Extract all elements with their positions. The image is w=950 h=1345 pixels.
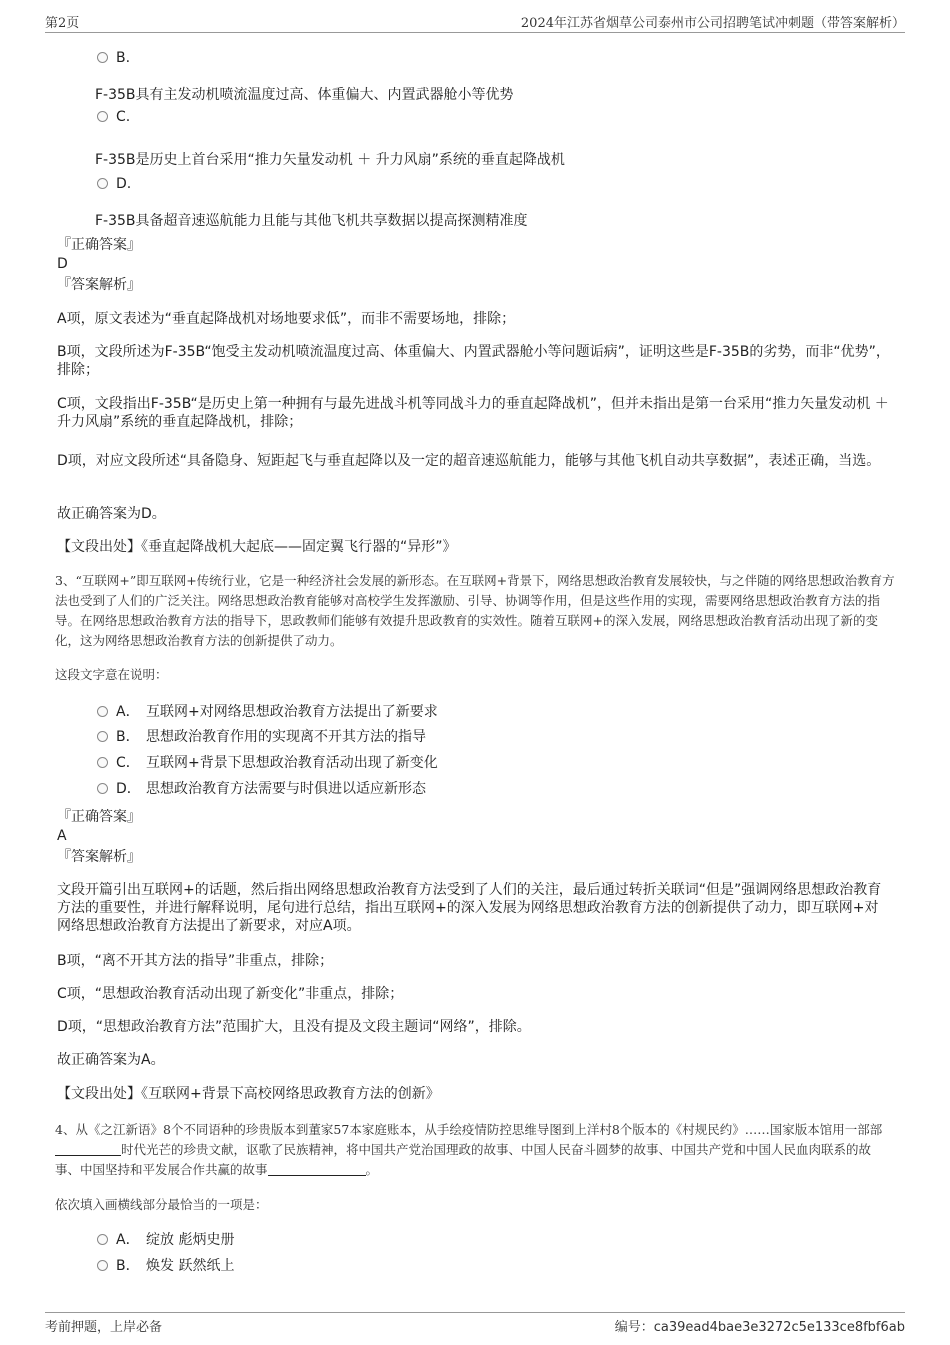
analysis-conclusion: 故正确答案为D。 — [57, 506, 166, 522]
q3-option-c[interactable]: C． 互联网+背景下思想政治教育活动出现了新变化 — [97, 754, 438, 772]
analysis-paragraph: A项，原文表述为“垂直起降战机对场地要求低”，而非不需要场地，排除； — [57, 311, 516, 327]
q2-option-b[interactable]: B. — [97, 49, 146, 67]
source-citation: 【文段出处】《互联网+背景下高校网络思政教育方法的创新》 — [57, 1086, 440, 1102]
page-footer — [45, 1312, 905, 1335]
analysis-paragraph: C项，“思想政治教育活动出现了新变化”非重点，排除； — [57, 986, 404, 1002]
answer-label: 『正确答案』 — [57, 237, 141, 253]
q2-option-d-text: F-35B具备超音速巡航能力且能与其他飞机共享数据以提高探测精准度 — [95, 213, 528, 229]
q4-option-a[interactable]: A． 绽放 彪炳史册 — [97, 1231, 234, 1249]
question-stem: 4、从《之江新语》8个不同语种的珍贵版本到董家57本家庭账本，从手绘疫情防控思维导图到上洋村8个版本的《村规民约》……国家版本馆用一部部时代光芒的珍贵文献，讴歌了民族精神，将中国共产党治国理政的故事、中国人民奋斗圆梦的故事、中国共产党和中国人民血肉联系的故事、中国坚持和平发展合作共赢的故事 。 — [55, 1122, 883, 1177]
radio-icon[interactable] — [97, 757, 108, 768]
analysis-paragraph: D项，“思想政治教育方法”范围扩大，且没有提及文段主题词“网络”，排除。 — [57, 1019, 531, 1035]
radio-icon[interactable] — [97, 783, 108, 794]
question-prompt: 这段文字意在说明： — [55, 667, 168, 682]
q2-option-c-text: F-35B是历史上首台采用“推力矢量发动机 ＋ 升力风扇”系统的垂直起降战机 — [95, 152, 565, 168]
q3-option-d[interactable]: D． 思想政治教育方法需要与时俱进以适应新形态 — [97, 780, 426, 798]
document-title: 2024年江苏省烟草公司泰州市公司招聘笔试冲刺题（带答案解析） — [520, 16, 905, 31]
analysis-paragraph: 文段开篇引出互联网+的话题，然后指出网络思想政治教育方法受到了人们的关注，最后通过转折关联词“但是”强调网络思想政治教育方法的重要性，并进行解释说明，尾句进行总结，指出互联网+的深入发展为网络思想政治教育方法的创新提供了动力，即互联网+对网络思想政治教育方法提出了新要求，对应A项。 — [57, 882, 882, 934]
radio-icon[interactable] — [97, 178, 108, 189]
q2-option-d[interactable]: D. — [97, 175, 146, 193]
radio-icon[interactable] — [97, 731, 108, 742]
q4-option-b[interactable]: B． 焕发 跃然纸上 — [97, 1257, 234, 1275]
radio-icon[interactable] — [97, 111, 108, 122]
page-number: 第2页 — [45, 16, 80, 31]
fill-blank-1[interactable] — [55, 1141, 121, 1156]
radio-icon[interactable] — [97, 1234, 108, 1245]
answer-value: D — [57, 256, 68, 272]
radio-icon[interactable] — [97, 706, 108, 717]
q3-option-b[interactable]: B． 思想政治教育作用的实现离不开其方法的指导 — [97, 728, 426, 746]
analysis-paragraph: B项，“离不开其方法的指导”非重点，排除； — [57, 953, 334, 969]
answer-value: A — [57, 828, 67, 844]
question-prompt: 依次填入画横线部分最恰当的一项是： — [55, 1197, 268, 1212]
fill-blank-2[interactable] — [268, 1161, 366, 1176]
analysis-conclusion: 故正确答案为A。 — [57, 1052, 165, 1068]
q3-option-a[interactable]: A． 互联网+对网络思想政治教育方法提出了新要求 — [97, 703, 438, 721]
footer-slogan: 考前押题，上岸必备 — [45, 1320, 163, 1335]
radio-icon[interactable] — [97, 52, 108, 63]
analysis-paragraph: C项，文段指出F-35B“是历史上第一种拥有与最先进战斗机等同战斗力的垂直起降战机”，但并未指出是第一台采用“推力矢量发动机 ＋ 升力风扇”系统的垂直起降战机，排除； — [57, 396, 889, 430]
analysis-paragraph: B项，文段所述为F-35B“饱受主发动机喷流温度过高、体重偏大、内置武器舱小等问题诟病”，证明这些是F-35B的劣势，而非“优势”，排除； — [57, 344, 890, 378]
source-citation: 【文段出处】《垂直起降战机大起底——固定翼飞行器的“异形”》 — [57, 539, 457, 555]
analysis-label: 『答案解析』 — [57, 277, 141, 293]
radio-icon[interactable] — [97, 1260, 108, 1271]
answer-label: 『正确答案』 — [57, 809, 141, 825]
q2-option-c[interactable]: C. — [97, 108, 146, 126]
document-code: 编号：ca39ead4bae3e3272c5e133ce8fbf6ab — [614, 1320, 905, 1335]
question-stem: 3、“互联网+”即互联网+传统行业，它是一种经济社会发展的新形态。在互联网+背景下，网络思想政治教育发展较快，与之伴随的网络思想政治教育方法也受到了人们的广泛关注。网络思想政治教育能够对高校学生发挥激励、引导、协调等作用，但是这些作用的实现，需要网络思想政治教育方法的指导。在网络思想政治教育方法的指导下，思政教师们能够有效提升思政教育的实效性。随着互联网+的深入发展，网络思想政治教育活动出现了新的变化，这为网络思想政治教育方法的创新提供了动力。 — [55, 573, 895, 648]
page-header — [45, 12, 905, 33]
analysis-paragraph: D项，对应文段所述“具备隐身、短距起飞与垂直起降以及一定的超音速巡航能力，能够与其他飞机自动共享数据”，表述正确，当选。 — [57, 453, 881, 469]
q2-option-b-text: F-35B具有主发动机喷流温度过高、体重偏大、内置武器舱小等优势 — [95, 87, 514, 103]
analysis-label: 『答案解析』 — [57, 849, 141, 865]
